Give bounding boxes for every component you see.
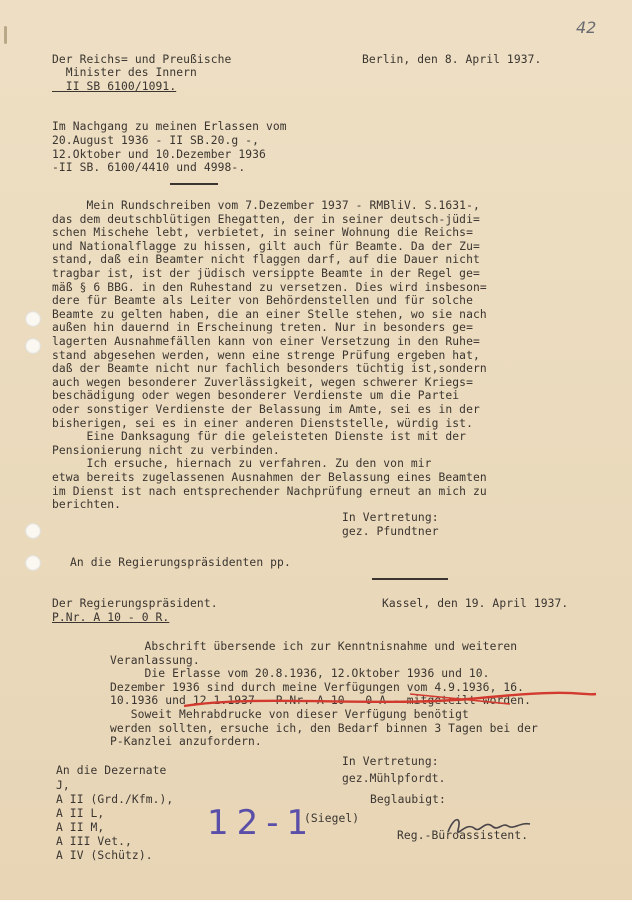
signature-line: In Vertretung: [342, 511, 439, 524]
body-line: Beamte zu gelten haben, die an einer Stelle stehen, wo sie nach [52, 307, 487, 321]
body-line: Dezember 1936 sind durch meine Verfügungen vom 4.9.1936, 16. [110, 680, 525, 694]
body-line: im Dienst ist nach entsprechender Nachprüfung erneut an mich zu [52, 484, 487, 498]
body-line: berichten. [52, 498, 122, 512]
punch-hole [25, 555, 41, 571]
body-line: außen hin dauernd in Erscheinung treten. Nur in besonders ge= [52, 321, 473, 335]
body-line: Mein Rundschreiben vom 7.Dezember 1937 - RMBliV. S.1631-, [52, 199, 480, 212]
body-line: oder sonstiger Verdienste der Belassung im Amte, sei es in der [52, 403, 480, 416]
signature-line: gez.Mühlpfordt. [342, 772, 446, 785]
punch-hole [25, 523, 41, 539]
body-line: 10.1936 und 12.1.1937 - P.Nr. A 10 - 0 A - mitgeteilt worden. [110, 694, 531, 708]
body-line: dere für Beamte als Leiter von Behördenstellen und für solche [52, 294, 473, 308]
seal-note: (Siegel) [304, 812, 360, 825]
body-line: werden sollten, ersuche ich, den Bedarf binnen 3 Tagen bei der [110, 721, 538, 735]
distribution-item: A II M, [56, 821, 105, 834]
distribution-item: A III Vet., [56, 835, 132, 848]
body-line: Soweit Mehrabdrucke von dieser Verfügung benötigt [110, 708, 469, 721]
staple-mark [4, 26, 7, 44]
body-line: beschädigung oder wegen besonderer Verdienste um die Partei [52, 389, 460, 403]
reference-line: Im Nachgang zu meinen Erlassen vom [52, 120, 287, 133]
body-line: und Nationalflagge zu hissen, gilt auch für Beamte. Da der Zu= [52, 239, 480, 253]
body-line: lagerten Ausnahmefällen kann von einer Versetzung in den Ruhe= [52, 335, 480, 348]
body-line: schen Mischehe lebt, verbietet, in seiner Wohnung die Reichs= [52, 226, 473, 240]
body-line: Die Erlasse vom 20.8.1936, 12.Oktober 1936 und 10. [110, 667, 490, 681]
handwritten-number: 12-1 [207, 803, 317, 843]
body-line: tragbar ist, ist der jüdisch versippte Beamte in der Regel ge= [52, 267, 480, 280]
reference-line: -II SB. 6100/4410 und 4998-. [52, 161, 246, 174]
separator-rule [372, 578, 448, 580]
body-line: stand, daß ein Beamter nicht flaggen darf, auf die Dauer nicht [52, 253, 480, 267]
place-date: Berlin, den 8. April 1937. [362, 53, 542, 66]
file-number: P.Nr. A 10 - 0 R. [52, 611, 170, 624]
punch-hole [25, 311, 41, 327]
distribution-title: An die Dezernate [56, 764, 167, 777]
body-line: stand abgesehen werden, wenn eine strenge Prüfung ergeben hat, [52, 348, 480, 362]
sender-line: Minister des Innern [52, 66, 197, 79]
body-line: das dem deutschblütigen Ehegatten, der in seiner deutsch-jüdi= [52, 212, 480, 226]
distribution-item: A II (Grd./Kfm.), [56, 793, 174, 806]
file-number: II SB 6100/1091. [52, 80, 177, 93]
body-line: daß der Beamte nicht nur fachlich besonders tüchtig ist,sondern [52, 362, 487, 376]
body-line: Veranlassung. [110, 653, 200, 667]
handwritten-page-number: 42 [576, 18, 597, 37]
body-line: auch wegen besonderer Zuverlässigkeit, wegen schwerer Kriegs= [52, 375, 473, 389]
signature-line: gez. Pfundtner [342, 525, 439, 538]
sender-line: Der Reichs= und Preußische [52, 53, 232, 66]
signature-line: In Vertretung: [342, 755, 439, 768]
reference-line: 12.Oktober und 10.Dezember 1936 [52, 148, 266, 161]
distribution-item: J, [56, 779, 70, 792]
body-line: Eine Danksagung für die geleisteten Dienste ist mit der [52, 430, 467, 444]
red-pencil-strike [180, 690, 600, 712]
certification-title: Reg.-Büroassistent. [397, 829, 529, 842]
body-line: Ich ersuche, hiernach zu verfahren. Zu den von mir [52, 457, 432, 471]
body-line: etwa bereits zugelassenen Ausnahmen der Belassung eines Beamten [52, 471, 487, 484]
body-line: mäß § 6 BBG. in den Ruhestand zu versetzen. Dies wird insbeson= [52, 280, 487, 294]
distribution-item: A II L, [56, 807, 105, 820]
body-line: P-Kanzlei anzufordern. [110, 735, 262, 749]
place-date: Kassel, den 19. April 1937. [382, 597, 569, 610]
punch-hole [25, 338, 41, 354]
body-line: Abschrift übersende ich zur Kenntnisnahme und weiteren [110, 640, 518, 653]
body-line: Pensionierung nicht zu verbinden. [52, 443, 280, 457]
body-line: bisherigen, sei es in einer anderen Dienststelle, würdig ist. [52, 416, 473, 430]
addressee: An die Regierungspräsidenten pp. [70, 556, 291, 569]
separator-rule [170, 183, 218, 185]
sender-line: Der Regierungspräsident. [52, 597, 218, 610]
distribution-item: A IV (Schütz). [56, 849, 153, 862]
certification-label: Beglaubigt: [370, 793, 446, 806]
reference-line: 20.August 1936 - II SB.20.g -, [52, 134, 260, 147]
